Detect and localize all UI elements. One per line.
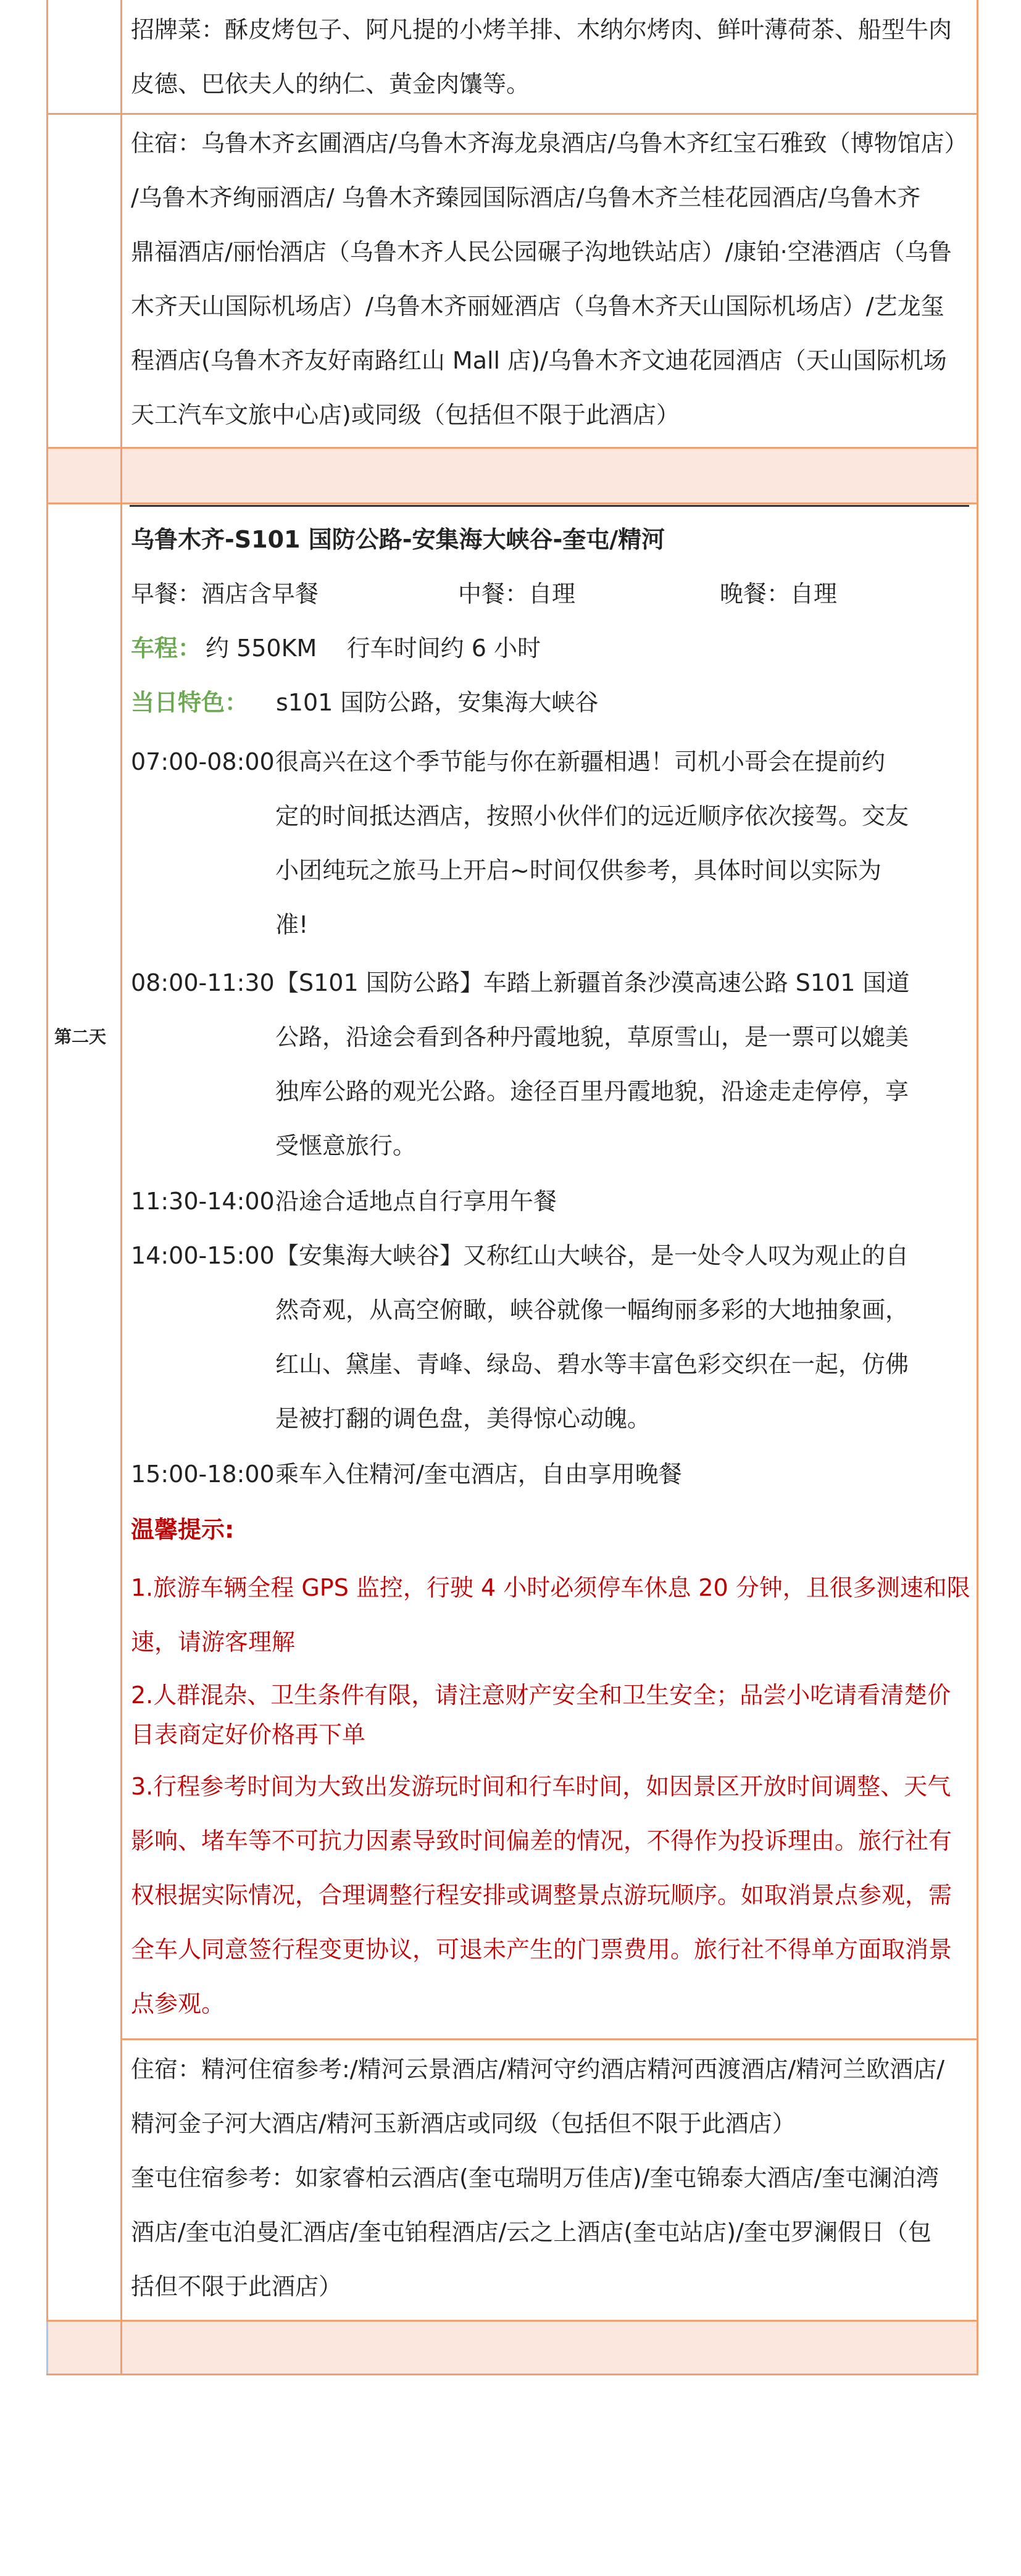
schedule-1-line-2: 定的时间抵达酒店，按照小伙伴们的远近顺序依次接驾。交友 (275, 802, 909, 830)
hotel-line-3: 鼎福酒店/丽怡酒店（乌鲁木齐人民公园碾子沟地铁站店）/康铂·空港酒店（乌鲁 (131, 238, 952, 265)
drive-value: 约 550KM 行车时间约 6 小时 (206, 635, 541, 662)
schedule-time-3: 11:30-14:00 (131, 1188, 275, 1215)
tips-line-6: 影响、堵车等不可抗力因素导致时间偏差的情况，不得作为投诉理由。旅行社有 (131, 1827, 952, 1854)
breakfast: 早餐：酒店含早餐 (131, 580, 319, 607)
dinner: 晚餐：自理 (720, 580, 838, 607)
table-right-border (977, 0, 978, 2375)
kuitun-hotel-line-2: 酒店/奎屯泊曼汇酒店/奎屯铂程酒店/云之上酒店(奎屯站店)/奎屯罗澜假日（包 (131, 2219, 931, 2246)
schedule-5-line-1: 乘车入住精河/奎屯酒店，自由享用晚餐 (275, 1461, 682, 1488)
feature-label: 当日特色： (131, 689, 249, 716)
schedule-1-line-4: 准! (275, 911, 309, 938)
jinghe-hotel-line-2: 精河金子河大酒店/精河玉新酒店或同级（包括但不限于此酒店） (131, 2110, 796, 2137)
hotel-line-6: 天工汽车文旅中心店)或同级（包括但不限于此酒店） (131, 401, 680, 428)
drive-label: 车程： (131, 635, 202, 662)
tips-line-5: 3.行程参考时间为大致出发游玩时间和行车时间，如因景区开放时间调整、天气 (131, 1773, 951, 1800)
schedule-4-line-2: 然奇观，从高空俯瞰，峡谷就像一幅绚丽多彩的大地抽象画， (275, 1296, 909, 1323)
schedule-2-line-1: 【S101 国防公路】车踏上新疆首条沙漠高速公路 S101 国道 (275, 969, 910, 996)
empty-row-fill-right (122, 449, 977, 502)
schedule-time-1: 07:00-08:00 (131, 748, 275, 775)
table-bottom-border (46, 2374, 978, 2375)
schedule-2-line-2: 公路，沿途会看到各种丹霞地貌，草原雪山，是一票可以媲美 (275, 1023, 909, 1051)
tips-title: 温馨提示: (131, 1516, 235, 1543)
schedule-4-line-1: 【安集海大峡谷】又称红山大峡谷，是一处令人叹为观止的自 (275, 1242, 909, 1269)
schedule-3-line-1: 沿途合适地点自行享用午餐 (275, 1188, 557, 1215)
schedule-time-4: 14:00-15:00 (131, 1242, 275, 1269)
day-label: 第二天 (54, 1027, 107, 1047)
tips-line-4: 目表商定好价格再下单 (131, 1721, 366, 1748)
bottom-row-fill-right (122, 2322, 977, 2374)
schedule-4-line-3: 红山、黛崖、青峰、绿岛、碧水等丰富色彩交织在一起，仿佛 (275, 1351, 909, 1378)
schedule-2-line-3: 独库公路的观光公路。途径百里丹霞地貌，沿途走走停停，享 (275, 1078, 909, 1105)
kuitun-hotel-line-1: 奎屯住宿参考：如家睿柏云酒店(奎屯瑞明万佳店)/奎屯锦泰大酒店/奎屯澜泊湾 (131, 2164, 940, 2191)
lunch: 中餐：自理 (458, 580, 576, 607)
schedule-1-line-3: 小团纯玩之旅马上开启~时间仅供参考，具体时间以实际为 (275, 857, 881, 884)
tips-line-9: 点参观。 (131, 1990, 225, 2017)
hotel-line-2: /乌鲁木齐绚丽酒店/ 乌鲁木齐臻园国际酒店/乌鲁木齐兰桂花园酒店/乌鲁木齐 (131, 184, 921, 211)
bottom-row-fill-left (48, 2322, 120, 2374)
tips-line-2: 速，请游客理解 (131, 1628, 296, 1656)
table-label-column-border (120, 0, 122, 2375)
row-divider-empty (46, 502, 978, 504)
hotel-line-4: 木齐天山国际机场店）/乌鲁木齐丽娅酒店（乌鲁木齐天山国际机场店）/艺龙玺 (131, 293, 944, 320)
hotel-line-5: 程酒店(乌鲁木齐友好南路红山 Mall 店)/乌鲁木齐文迪花园酒店（天山国际机场 (131, 347, 947, 374)
schedule-time-5: 15:00-18:00 (131, 1461, 275, 1488)
empty-row-fill-left (48, 449, 120, 502)
day2-top-rule (130, 505, 969, 507)
feature-value: s101 国防公路，安集海大峡谷 (276, 689, 599, 716)
tips-line-3: 2.人群混杂、卫生条件有限，请注意财产安全和卫生安全；品尝小吃请看清楚价 (131, 1682, 951, 1709)
specialty-line-2: 皮德、巴依夫人的纳仁、黄金肉馕等。 (131, 70, 530, 98)
schedule-2-line-4: 受惬意旅行。 (275, 1132, 417, 1159)
hotel-line-1: 住宿：乌鲁木齐玄圃酒店/乌鲁木齐海龙泉酒店/乌鲁木齐红宝石雅致（博物馆店） (131, 130, 968, 157)
tips-line-1: 1.旅游车辆全程 GPS 监控，行驶 4 小时必须停车休息 20 分钟，且很多测速和限 (131, 1574, 970, 1601)
specialty-line-1: 招牌菜：酥皮烤包子、阿凡提的小烤羊排、木纳尔烤肉、鲜叶薄荷茶、船型牛肉 (131, 16, 952, 43)
kuitun-hotel-line-3: 括但不限于此酒店） (131, 2273, 343, 2300)
row-divider-day2-hotels (122, 2038, 978, 2040)
schedule-4-line-4: 是被打翻的调色盘，美得惊心动魄。 (275, 1405, 651, 1432)
tips-line-8: 全车人同意签行程变更协议，可退未产生的门票费用。旅行社不得单方面取消景 (131, 1936, 952, 1963)
table-left-border (46, 0, 48, 2375)
schedule-1-line-1: 很高兴在这个季节能与你在新疆相遇！司机小哥会在提前约 (275, 748, 886, 775)
row-divider-specialty (46, 113, 978, 115)
tips-line-7: 权根据实际情况，合理调整行程安排或调整景点游玩顺序。如取消景点参观，需 (131, 1882, 952, 1909)
jinghe-hotel-line-1: 住宿：精河住宿参考:/精河云景酒店/精河守约酒店精河西渡酒店/精河兰欧酒店/ (131, 2056, 945, 2083)
day2-title: 乌鲁木齐-S101 国防公路-安集海大峡谷-奎屯/精河 (131, 526, 665, 553)
schedule-time-2: 08:00-11:30 (131, 969, 275, 996)
